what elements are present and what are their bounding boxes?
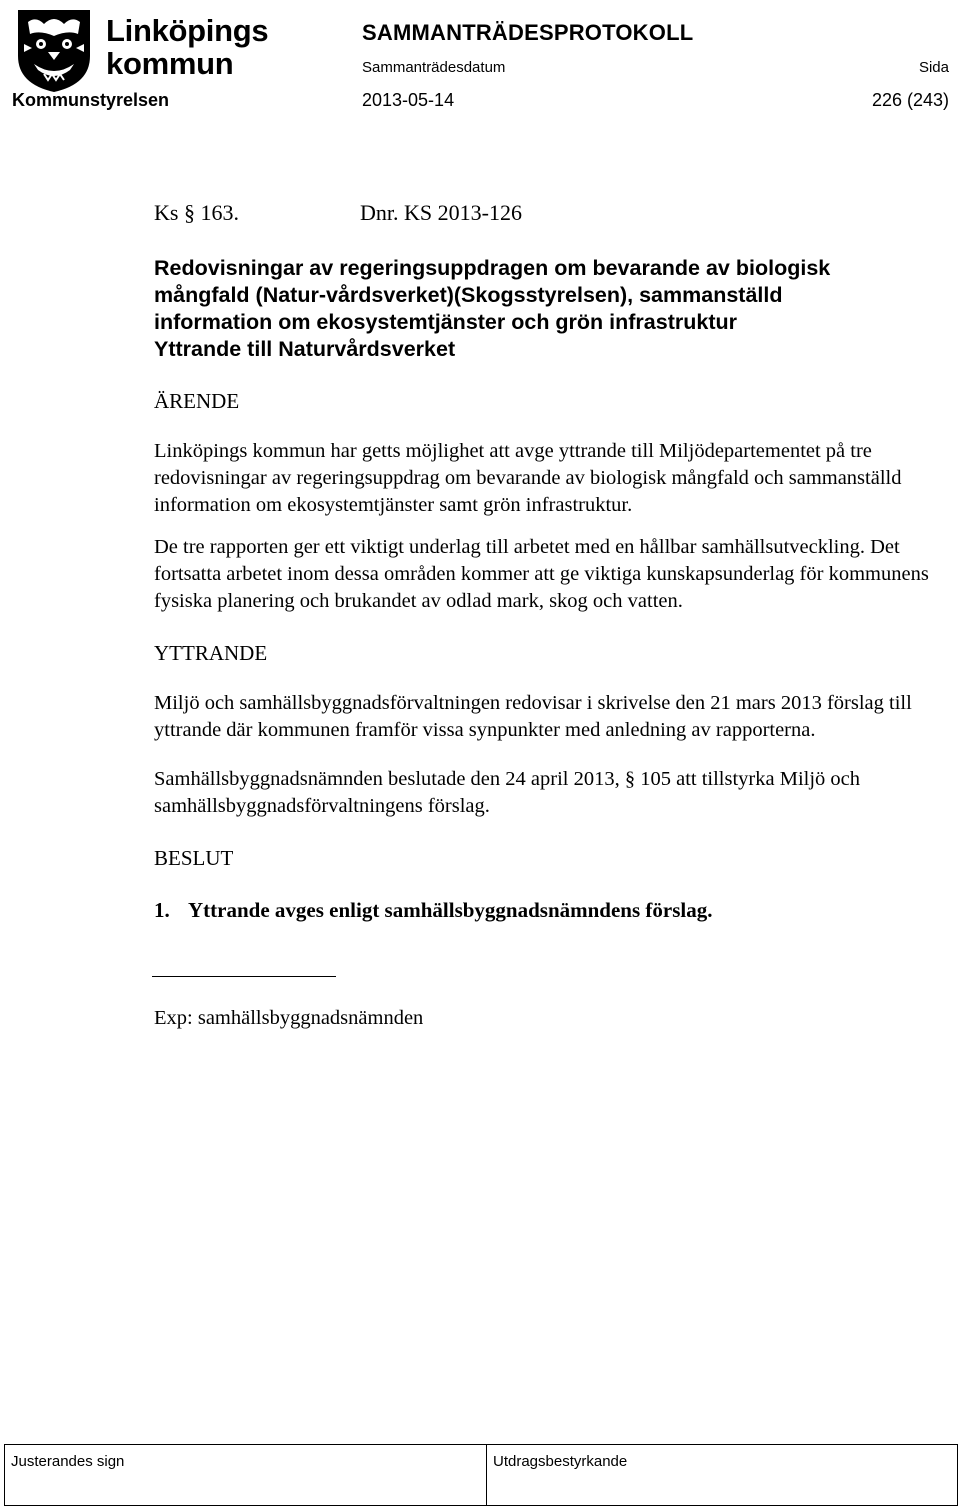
signature-footer (4, 1444, 958, 1506)
arende-label: ÄRENDE (154, 389, 240, 413)
meeting-date-label: Sammanträdesdatum (362, 59, 506, 76)
reference-line (154, 200, 944, 230)
extract-certification-box (487, 1445, 957, 1505)
yttrande-paragraph-2: Samhällsbyggnadsnämnden beslutade den 24 april 2013, § 105 att tillstyrka Miljö och samhällsbyggnadsförvaltningens förslag. (154, 768, 860, 817)
case-heading (154, 255, 944, 363)
logo-line-2: kommun (106, 46, 234, 81)
beslut-label: BESLUT (154, 846, 234, 870)
committee-name: Kommunstyrelsen (12, 90, 170, 110)
arende-paragraph-1: Linköpings kommun har getts möjlighet att avge yttrande till Miljödepartementet på tre redovisningar av regeringsuppdrag om bevarande av biologisk mångfald och sammanställd information om ekosystemtjänster samt grön infrastruktur. (154, 440, 902, 516)
divider-line (152, 976, 336, 977)
heading-line: Yttrande till Naturvårdsverket (154, 337, 456, 361)
page-label: Sida (918, 59, 949, 76)
document-title: SAMMANTRÄDESPROTOKOLL (362, 20, 694, 45)
registration-number: Dnr. KS 2013-126 (360, 200, 522, 225)
decision-item (154, 897, 944, 924)
signature-label: Justerandes sign (11, 1453, 125, 1470)
heading-line: Redovisningar av regeringsuppdragen om bevarande av biologisk (154, 256, 831, 280)
logo-wordmark (106, 14, 268, 80)
page-number: 226 (243) (871, 90, 949, 110)
expedition-line: Exp: samhällsbyggnadsnämnden (154, 1007, 424, 1029)
heading-line: information om ekosystemtjänster och grön infrastruktur (154, 310, 737, 334)
logo-line-1: Linköpings (106, 13, 269, 48)
yttrande-label: YTTRANDE (154, 641, 268, 665)
yttrande-paragraph-1: Miljö och samhällsbyggnadsförvaltningen redovisar i skrivelse den 21 mars 2013 förslag till yttrande där kommunen framför vissa synpunkter med anledning av rapporterna. (154, 692, 912, 741)
paragraph-reference: Ks § 163. (154, 200, 239, 225)
decision-number: 1. (154, 898, 170, 922)
protocol-body (154, 200, 944, 1030)
extract-certification-label: Utdragsbestyrkande (493, 1453, 628, 1470)
meeting-date: 2013-05-14 (362, 90, 455, 110)
lion-crest-logo-icon (8, 4, 100, 96)
decision-text: Yttrande avges enligt samhällsbyggnadsnämndens förslag. (188, 898, 713, 922)
heading-line: mångfald (Natur-vårdsverket)(Skogsstyrelsen), sammanställd (154, 283, 783, 307)
signature-box (5, 1445, 487, 1505)
arende-paragraph-2: De tre rapporten ger ett viktigt underlag till arbetet med en hållbar samhällsutveckling. Det fortsatta arbetet inom dessa områden kommer att ge viktiga kunskapsunderlag för kommunens fysiska planering och brukandet av odlad mark, skog och vatten. (154, 536, 929, 612)
